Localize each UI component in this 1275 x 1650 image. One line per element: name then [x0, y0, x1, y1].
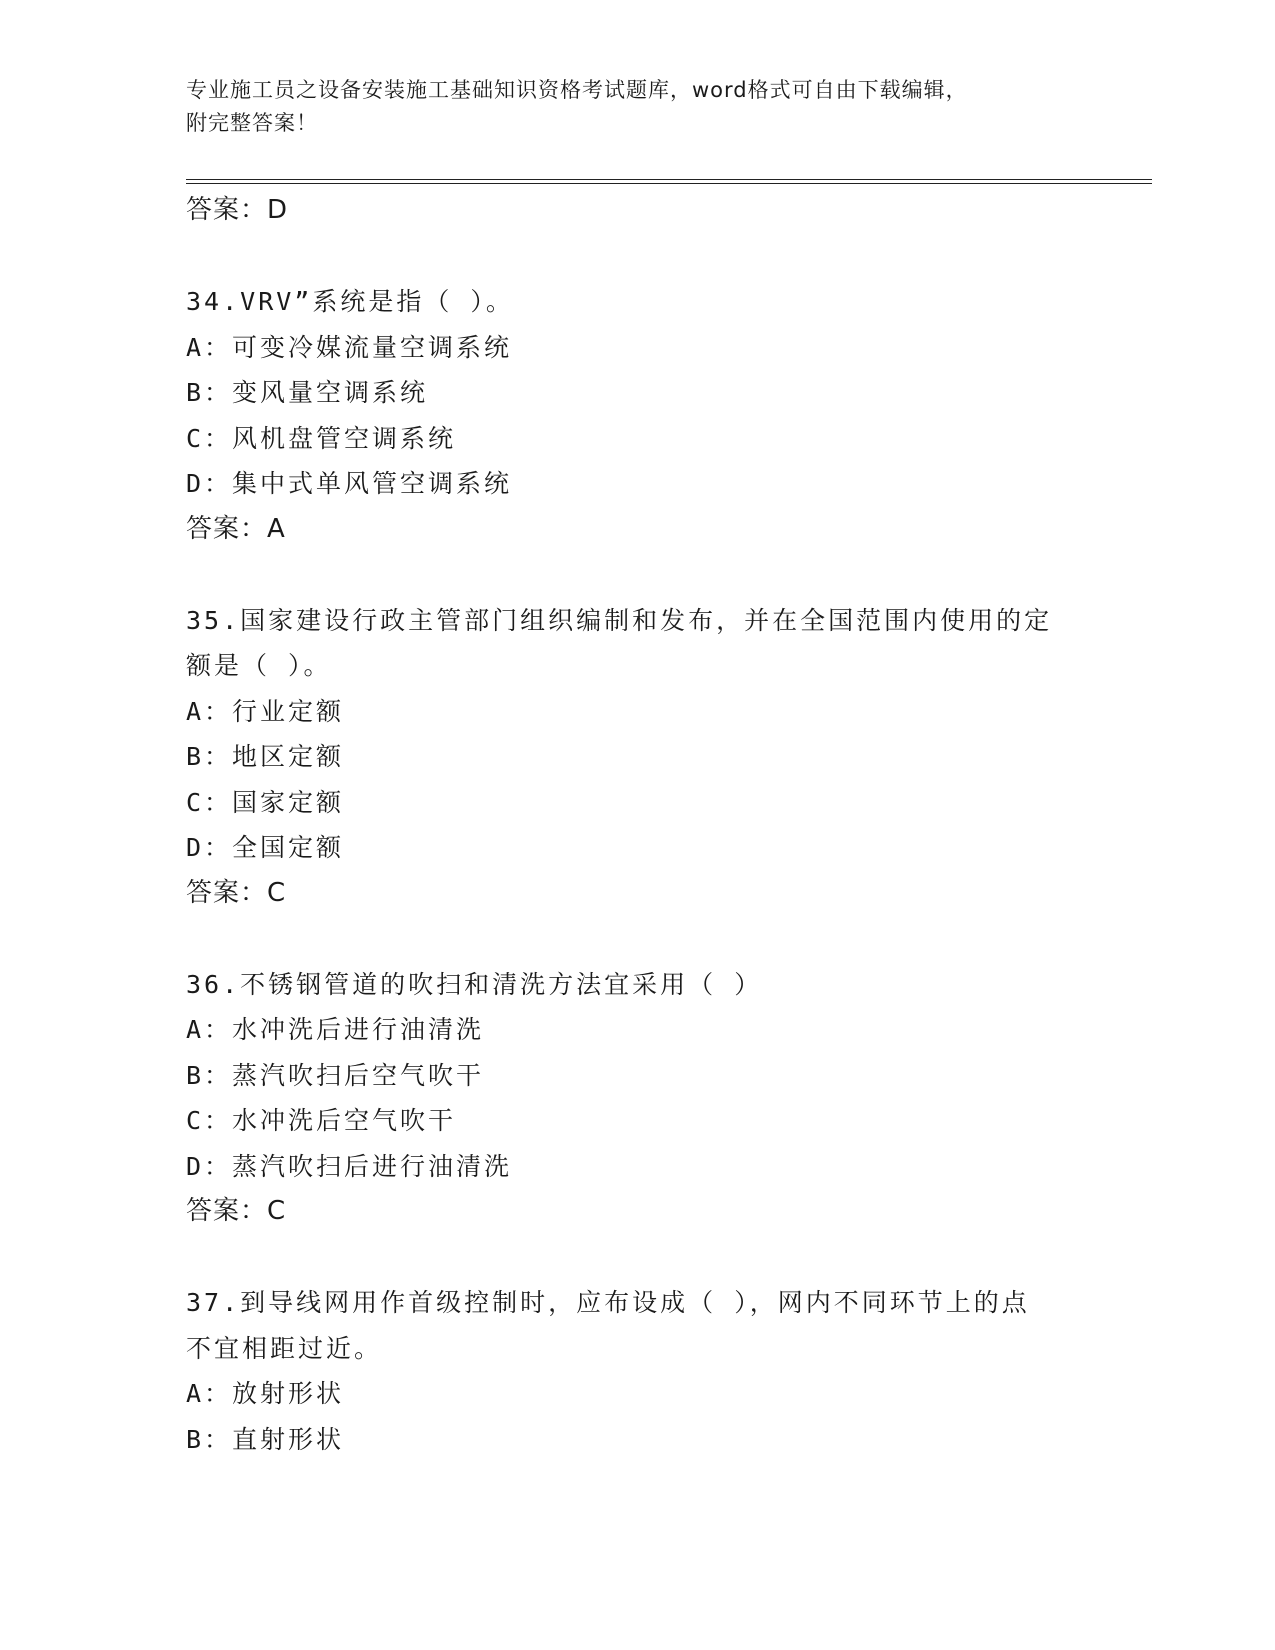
question-stem: 36.不锈钢管道的吹扫和清洗方法宜采用（ ）	[186, 969, 763, 999]
previous-answer: 答案：D	[186, 195, 289, 225]
answer-line: 答案：C	[186, 877, 287, 908]
option-b: B：直射形状	[186, 1424, 345, 1454]
option-a: A：可变冷媒流量空调系统	[186, 332, 513, 362]
question-block	[186, 598, 1086, 917]
header-rule-bottom	[186, 183, 1152, 184]
option-a: A：行业定额	[186, 696, 345, 726]
question-stem-continued: 额是（ ）。	[186, 651, 332, 680]
question-stem: 34.VRV”系统是指（ ）。	[186, 287, 514, 316]
option-b: B：变风量空调系统	[186, 378, 429, 407]
question-stem: 37.到导线网用作首级控制时，应布设成（ ），网内不同环节上的点	[186, 1288, 1030, 1317]
spacer	[186, 1235, 1086, 1281]
header-rule-top	[186, 179, 1152, 180]
option-a: A：水冲洗后进行油清洗	[186, 1015, 485, 1044]
spacer	[186, 234, 1086, 280]
question-block	[186, 962, 1086, 1235]
option-c: C：水冲洗后空气吹干	[186, 1106, 457, 1135]
option-d: D：蒸汽吹扫后进行油清洗	[186, 1151, 513, 1181]
document-header	[186, 74, 1066, 140]
option-a: A：放射形状	[186, 1379, 345, 1408]
option-c: C：国家定额	[186, 787, 345, 817]
question-stem: 35.国家建设行政主管部门组织编制和发布，并在全国范围内使用的定	[186, 605, 1053, 635]
option-b: B：地区定额	[186, 742, 345, 771]
answer-line: 答案：A	[186, 513, 286, 544]
question-block	[186, 1280, 1086, 1462]
header-line-2: 附完整答案！	[186, 111, 318, 135]
question-block	[186, 279, 1086, 552]
spacer	[186, 552, 1086, 598]
header-line-1: 专业施工员之设备安装施工基础知识资格考试题库，word格式可自由下载编辑，	[186, 78, 968, 102]
option-b: B：蒸汽吹扫后空气吹干	[186, 1060, 485, 1090]
spacer	[186, 916, 1086, 962]
question-list	[186, 188, 1086, 1462]
answer-line: 答案：C	[186, 1196, 287, 1226]
option-d: D：集中式单风管空调系统	[186, 469, 513, 498]
option-c: C：风机盘管空调系统	[186, 423, 457, 453]
question-stem-continued: 不宜相距过近。	[186, 1333, 383, 1363]
option-d: D：全国定额	[186, 833, 345, 862]
